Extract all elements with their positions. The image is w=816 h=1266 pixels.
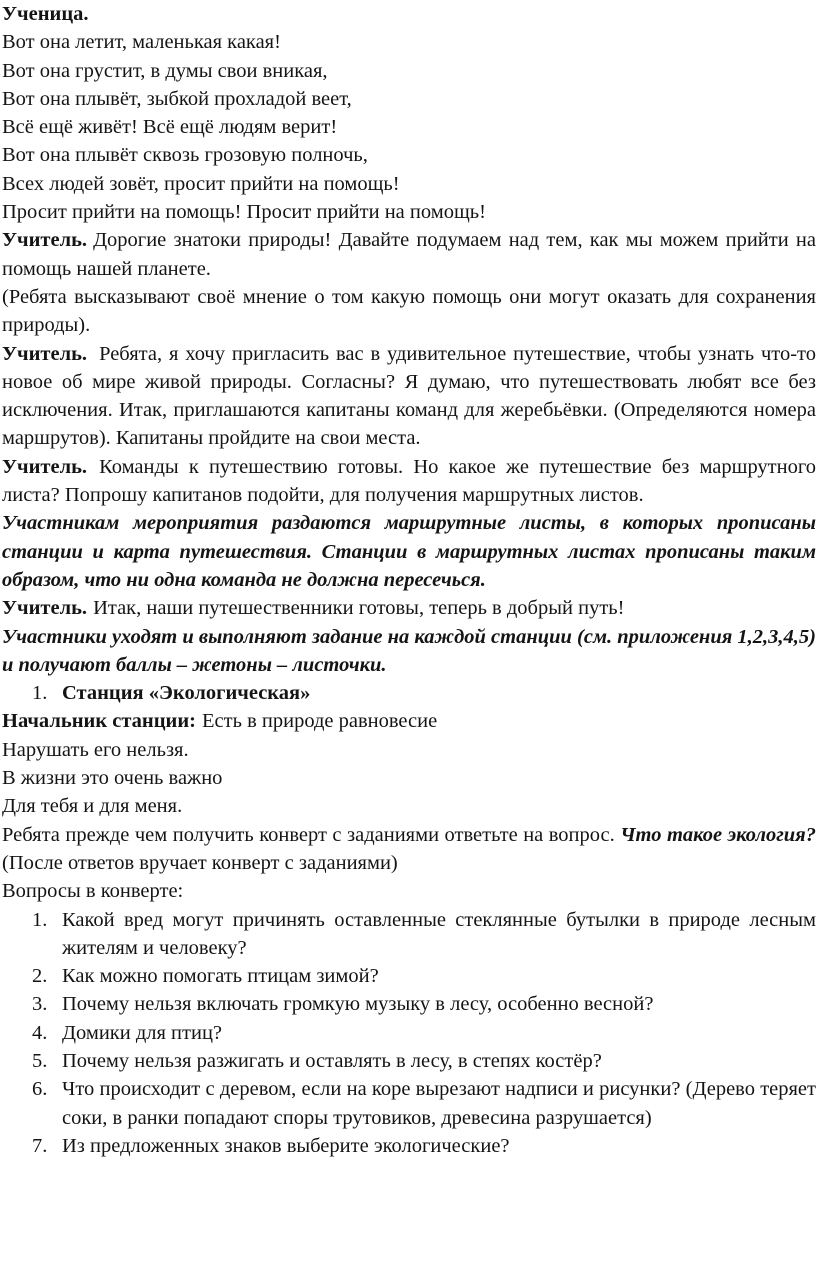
teacher-paragraph-1 [2,226,816,283]
chief-line: Нарушать его нельзя. [2,738,189,761]
question-text: Почему нельзя разжигать и оставлять в лесу, в степях костёр? [62,1049,602,1072]
poem-line: Просит прийти на помощь! Просит прийти на помощь! [2,201,486,224]
question-item [2,1132,816,1160]
question-item [2,1075,816,1132]
question-number: 1. [32,908,48,931]
chief-line: В жизни это очень важно [2,767,223,790]
teacher-paragraph-2 [2,340,816,453]
chief-speaker: Начальник станции: [2,710,197,733]
teacher-speaker: Учитель. [2,597,88,620]
poem-speaker: Ученица. [2,3,89,25]
chief-paragraph [2,707,816,735]
teacher-text: Итак, наши путешественники готовы, теперь в добрый путь! [93,597,625,620]
question-text: Как можно помогать птицам зимой? [62,965,379,988]
teacher-paragraph-3 [2,453,816,510]
question-item [2,906,816,963]
question-text: Домики для птиц? [62,1021,223,1044]
question-number: 2. [32,965,48,988]
question-text: Какой вред могут причинять оставленные стеклянные бутылки в природе лесным жителям и человеку? [62,908,816,959]
question-number: 7. [32,1134,48,1157]
remark-paragraph: (Ребята высказывают своё мнение о том какую помощь они могут оказать для сохранения природы). [2,285,816,337]
station-number: 1. [32,682,48,705]
poem-line: Всех людей зовёт, просит прийти на помощь! [2,172,400,195]
station-title: Станция «Экологическая» [62,682,311,705]
question-intro-paragraph [2,821,816,878]
teacher-text: Ребята, я хочу пригласить вас в удивительное путешествие, чтобы узнать что-то новое об мире живой природы. Согласны? Я думаю, что путешествовать любят все без исключения. Итак, приглашаются капитаны команд для жеребьёвки. (Определяются номера маршрутов). Капитаны пройдите на свои места. [2,342,816,450]
poem-line: Вот она летит, маленькая какая! [2,31,281,54]
questions-list [2,906,816,1161]
question-item [2,990,816,1018]
question-number: 4. [32,1021,48,1044]
teacher-speaker: Учитель. [2,455,88,478]
question-intro-text: Ребята прежде чем получить конверт с заданиями ответьте на вопрос. [2,823,615,846]
envelope-heading: Вопросы в конверте: [2,880,184,903]
poem-line: Вот она плывёт сквозь грозовую полночь, [2,144,368,167]
question-item [2,1019,816,1047]
station-list [2,679,816,707]
question-number: 5. [32,1049,48,1072]
poem-line: Вот она грустит, в думы свои вникая, [2,59,328,82]
teacher-speaker: Учитель. [2,342,88,365]
chief-first-line: Есть в природе равновесие [202,710,438,733]
note-paragraph-1: Участникам мероприятия раздаются маршрутные листы, в которых прописаны станции и карта путешествия. Станции в маршрутных листах прописаны таким образом, что ни одна команда не должна пересечься. [2,512,816,591]
question-intro-question: Что такое экология? [620,823,816,846]
question-intro-after: (После ответов вручает конверт с заданиями) [2,851,398,874]
question-text: Что происходит с деревом, если на коре вырезают надписи и рисунки? (Дерево теряет соки, в ранки попадают споры трутовиков, древесина разрушается) [62,1078,816,1129]
poem-line: Вот она плывёт, зыбкой прохладой веет, [2,87,352,110]
question-text: Из предложенных знаков выберите экологические? [62,1134,510,1157]
teacher-speaker: Учитель. [2,229,88,252]
teacher-text: Дорогие знатоки природы! Давайте подумаем над тем, как мы можем прийти на помощь нашей планете. [2,229,816,280]
question-number: 3. [32,993,48,1016]
note-paragraph-2: Участники уходят и выполняют задание на каждой станции (см. приложения 1,2,3,4,5) и получают баллы – жетоны – листочки. [2,625,816,676]
station-heading [2,679,816,707]
chief-line: Для тебя и для меня. [2,795,183,818]
teacher-paragraph-4 [2,594,816,622]
question-item [2,962,816,990]
question-text: Почему нельзя включать громкую музыку в лесу, особенно весной? [62,993,654,1016]
question-number: 6. [32,1078,48,1101]
teacher-text: Команды к путешествию готовы. Но какое же путешествие без маршрутного листа? Попрошу капитанов подойти, для получения маршрутных листов. [2,455,816,507]
poem-line: Всё ещё живёт! Всё ещё людям верит! [2,116,338,139]
question-item [2,1047,816,1075]
